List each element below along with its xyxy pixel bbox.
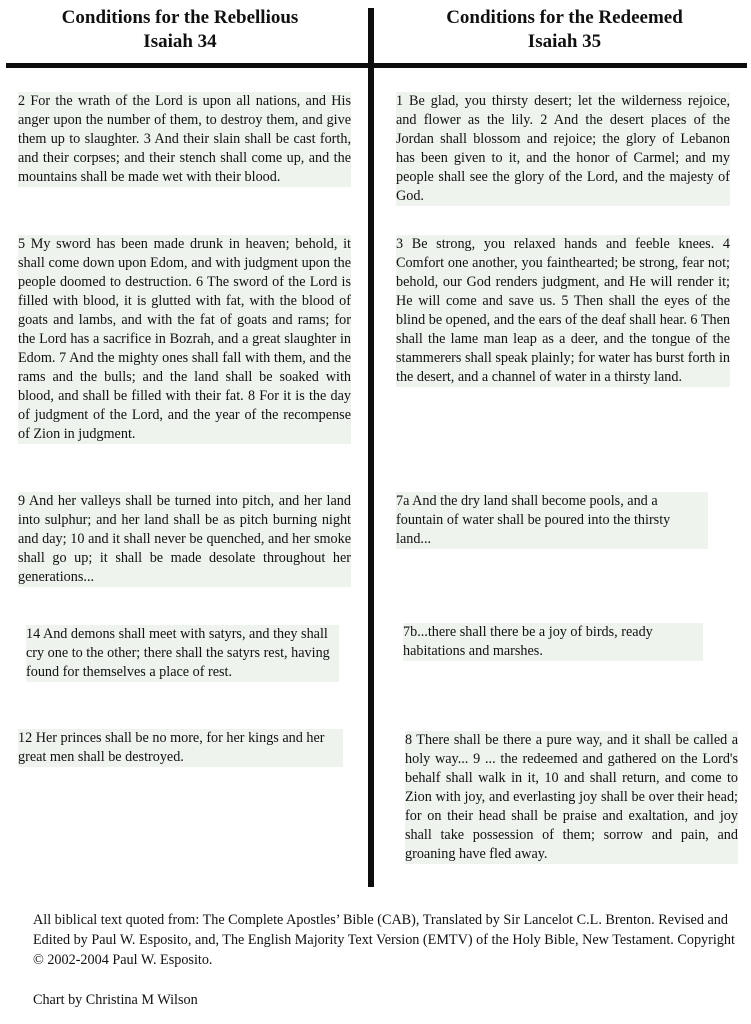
left-passage-3	[18, 492, 351, 587]
left-header-reference: Isaiah 34	[143, 31, 217, 52]
header-divider	[6, 63, 747, 68]
column-divider	[368, 8, 374, 887]
right-header-title: Conditions for the Redeemed	[446, 7, 683, 28]
right-column-header	[378, 6, 751, 54]
source-citation: All biblical text quoted from: The Complete Apostles’ Bible (CAB), Translated by Sir Lancelot C.L. Brenton. Revised and Edited by Paul W. Esposito, and, The English Majority Text Version (EMTV) of the Holy Bible, New Testament. Copyright © 2002-2004 Paul W. Esposito.	[33, 912, 735, 968]
passage-text: 14 And demons shall meet with satyrs, and they shall cry one to the other; there shall the satyrs rest, having found for themselves a place of rest.	[26, 626, 330, 680]
passage-text: 8 There shall be there a pure way, and it shall be called a holy way... 9 ... the redeemed and gathered on the Lord's behalf shall walk in it, 10 and shall return, and come to Zion with joy, and everlasting joy shall be over their head; for on their head shall be praise and exaltation, and joy shall take possession of them; sorrow and pain, and groaning have fled away.	[405, 732, 738, 862]
left-passage-4	[26, 625, 339, 682]
passage-text: 3 Be strong, you relaxed hands and feeble knees. 4 Comfort one another, you fainthearted; be strong, fear not; behold, our God renders judgment, and He will render it; He will come and save us. 5 Then shall the eyes of the blind be opened, and the ears of the deaf shall hear. 6 Then shall the lame man leap as a deer, and the tongue of the stammerers shall speak plainly; for water has burst forth in the desert, and a channel of water in a thirsty land.	[396, 236, 730, 385]
left-passage-2	[18, 235, 351, 444]
passage-text: 5 My sword has been made drunk in heaven; behold, it shall come down upon Edom, and with judgment upon the people doomed to destruction. 6 The sword of the Lord is filled with blood, it is glutted with fat, with the blood of goats and lambs, and with the fat of goats and rams; for the Lord has a sacrifice in Bozrah, and a great slaughter in Edom. 7 And the mighty ones shall fall with them, and the rams and the bulls; and the land shall be soaked with blood, and shall be filled with their fat. 8 For it is the day of judgment of the Lord, and the year of the recompense of Zion in judgment.	[18, 236, 351, 442]
right-header-reference: Isaiah 35	[527, 31, 602, 52]
right-passage-1	[396, 92, 730, 206]
left-passage-5	[18, 729, 343, 767]
left-column-header	[0, 6, 360, 54]
passage-text: 7a And the dry land shall become pools, and a fountain of water shall be poured into the thirsty land...	[396, 493, 671, 547]
left-passage-1	[18, 92, 351, 187]
chart-credit: Chart by Christina M Wilson	[33, 992, 198, 1008]
right-passage-5	[405, 731, 738, 864]
right-passage-4	[403, 623, 703, 661]
passage-text: 2 For the wrath of the Lord is upon all nations, and His anger upon the number of them, to destroy them, and give them up to slaughter. 3 And their slain shall be cast forth, and their corpses; and their stench shall come up, and the mountains shall be made wet with their blood.	[18, 93, 351, 185]
right-passage-3	[396, 492, 708, 549]
left-header-title: Conditions for the Rebellious	[61, 7, 299, 28]
passage-text: 1 Be glad, you thirsty desert; let the wilderness rejoice, and flower as the lily. 2 And the desert places of the Jordan shall blossom and rejoice; the glory of Lebanon has been given to it, and the honor of Carmel; and my people shall see the glory of the Lord, and the majesty of God.	[396, 93, 730, 204]
passage-text: 9 And her valleys shall be turned into pitch, and her land into sulphur; and her land shall be as pitch burning night and day; 10 and it shall never be quenched, and her smoke shall go up; it shall be made desolate throughout her generations...	[18, 493, 351, 585]
right-passage-2	[396, 235, 730, 387]
passage-text: 7b...there shall there be a joy of birds, ready habitations and marshes.	[403, 624, 653, 659]
passage-text: 12 Her princes shall be no more, for her kings and her great men shall be destroyed.	[18, 730, 325, 765]
